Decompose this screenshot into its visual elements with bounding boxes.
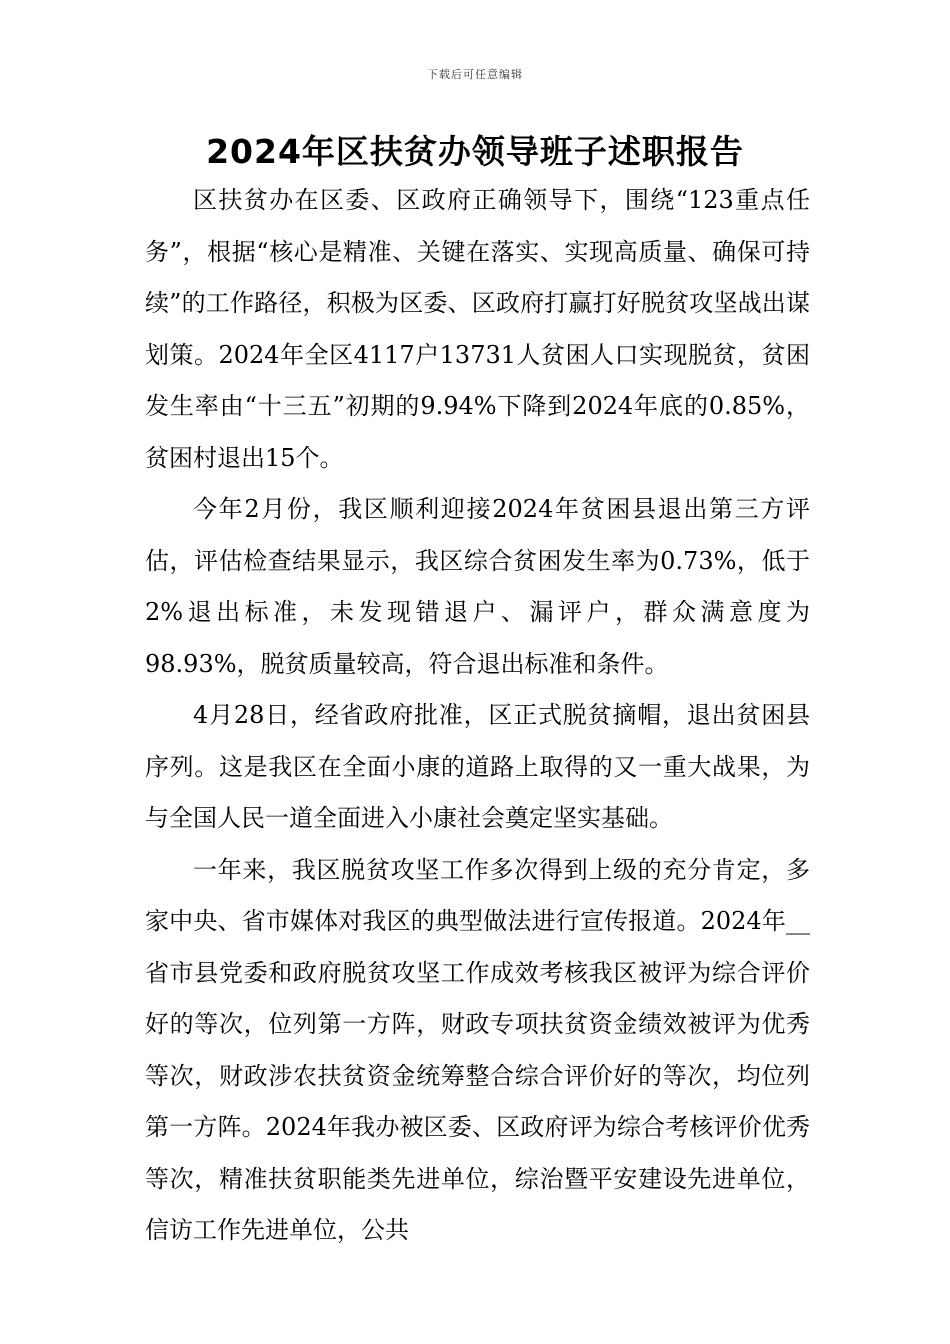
paragraph: 4月28日，经省政府批准，区正式脱贫摘帽，退出贫困县序列。这是我区在全面小康的道路上取得的又一重大战果，为与全国人民一道全面进入小康社会奠定坚实基础。 — [145, 701, 810, 832]
paragraph: 一年来，我区脱贫攻坚工作多次得到上级的充分肯定，多家中央、省市媒体对我区的典型做法进行宣传报道。2024年__省市县党委和政府脱贫攻坚工作成效考核我区被评为综合评价好的等次，位列第一方阵，财政专项扶贫资金绩效被评为优秀等次，财政涉农扶贫资金统筹整合综合评价好的等次，均位列第一方阵。2024年我办被区委、区政府评为综合考核评价优秀等次，精准扶贫职能类先进单位，综治暨平安建设先进单位，信访工作先进单位，公共 — [145, 855, 810, 1244]
paragraph: 区扶贫办在区委、区政府正确领导下，围绕“123重点任务”，根据“核心是精准、关键在落实、实现高质量、确保可持续”的工作路径，积极为区委、区政府打赢打好脱贫攻坚战出谋划策。2024年全区4117户13731人贫困人口实现脱贫，贫困发生率由“十三五”初期的9.94%下降到2024年底的0.85%，贫困村退出15个。 — [145, 186, 810, 472]
document-body — [145, 175, 810, 1257]
header-note: 下载后可任意编辑 — [427, 68, 523, 81]
paragraph: 今年2月份，我区顺利迎接2024年贫困县退出第三方评估，评估检查结果显示，我区综合贫困发生率为0.73%，低于2%退出标准，未发现错退户、漏评户，群众满意度为98.93%，脱贫质量较高，符合退出标准和条件。 — [145, 495, 810, 678]
document-title: 2024年区扶贫办领导班子述职报告 — [206, 132, 744, 171]
